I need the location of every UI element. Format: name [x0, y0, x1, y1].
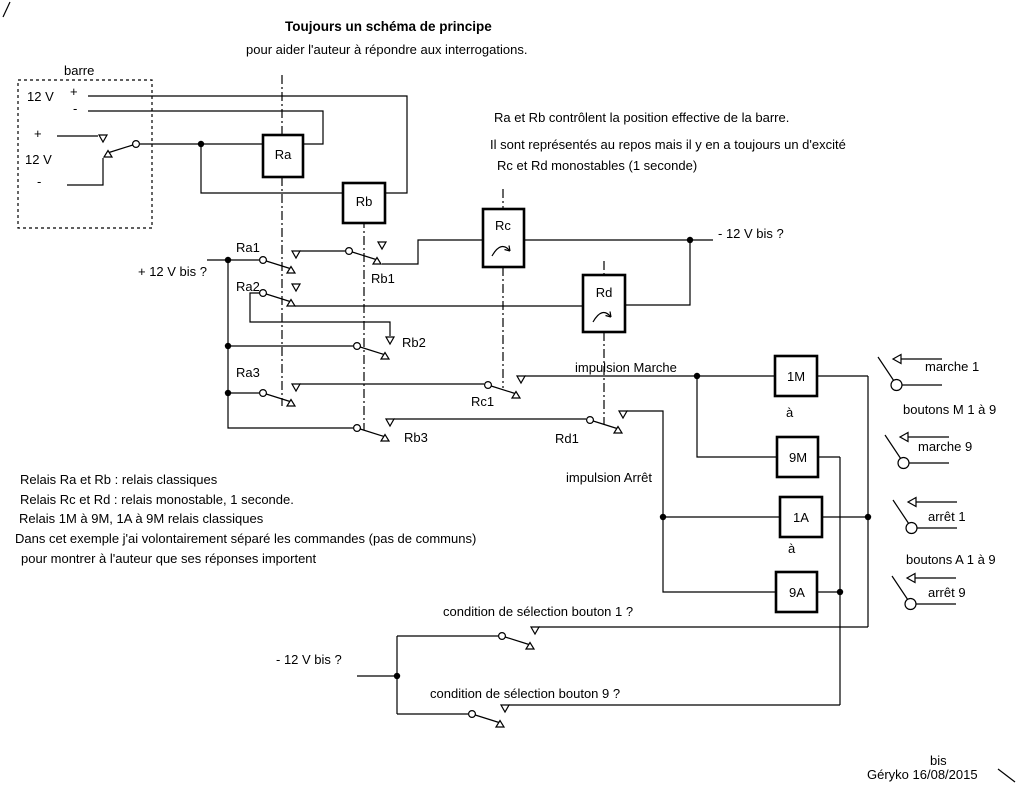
impulsion-marche-label: impulsion Marche [575, 360, 677, 375]
supply1-minus: - [73, 101, 78, 116]
note-left-5: pour montrer à l'auteur que ses réponses importent [21, 551, 317, 566]
footer-credit: Géryko 16/08/2015 [867, 767, 978, 782]
plus-12v-bis-label: + 12 V bis ? [138, 264, 208, 279]
junction-dot [394, 673, 400, 679]
junction-dot [198, 141, 204, 147]
junction-dots [198, 141, 871, 679]
relay-label-1a: 1A [793, 510, 809, 525]
wire-rb1-rc [382, 240, 483, 264]
junction-dot [865, 514, 871, 520]
contact-label-rc1: Rc1 [471, 394, 495, 409]
contact-rd1 [587, 411, 627, 433]
note-right-2: Il sont représentés au repos mais il y en a toujours un d'excité [490, 137, 846, 152]
note-left-4: Dans cet exemple j'ai volontairement séparé les commandes (pas de communs) [15, 531, 477, 546]
supply1-plus: + [70, 84, 78, 99]
button-label-marche-9: marche 9 [918, 439, 973, 454]
contact-condition-9 [469, 705, 509, 727]
minus-12v-bis-bottom-label: - 12 V bis ? [276, 652, 342, 667]
barre-label: barre [64, 63, 95, 78]
boutons-a-label: boutons A 1 à 9 [906, 552, 996, 567]
a-range-label: à [788, 541, 796, 556]
relay-label-ra: Ra [274, 147, 292, 162]
note-right-1: Ra et Rb contrôlent la position effective de la barre. [494, 110, 790, 125]
wire-arret-bus [627, 411, 776, 592]
contact-label-rb2: Rb2 [402, 335, 426, 350]
contact-ra3 [260, 384, 300, 406]
junction-dot [837, 589, 843, 595]
junction-dot [225, 390, 231, 396]
contact-label-ra2: Ra2 [236, 279, 260, 294]
relay-label-9m: 9M [788, 450, 808, 465]
page-subtitle: pour aider l'auteur à répondre aux interrogations. [246, 42, 528, 57]
contact-label-ra3: Ra3 [236, 365, 260, 380]
contact-label-ra1: Ra1 [236, 240, 260, 255]
page-title: Toujours un schéma de principe [285, 19, 492, 34]
corner-mark-bottomright [998, 769, 1015, 782]
relay-label-rb: Rb [355, 194, 373, 209]
contact-condition-1 [499, 627, 539, 649]
note-left-1: Relais Ra et Rb : relais classiques [20, 472, 218, 487]
footer-bis: bis [930, 753, 947, 768]
contact-ra1 [260, 251, 300, 273]
relay-box-rd [583, 275, 625, 332]
linkage-lines [282, 75, 604, 430]
contact-rb2 [354, 337, 394, 359]
minus-12v-bis-top-label: - 12 V bis ? [718, 226, 784, 241]
button-label-arret-1: arrêt 1 [928, 509, 966, 524]
impulsion-arret-label: impulsion Arrêt [566, 470, 652, 485]
condition-1-label: condition de sélection bouton 1 ? [443, 604, 634, 619]
wire-ra2-common-rb2 [250, 293, 390, 336]
contact-rb1 [346, 242, 386, 264]
contact-rb3 [354, 419, 394, 441]
contact-label-rb3: Rb3 [404, 430, 428, 445]
wire-barre-minus-stub [67, 158, 103, 185]
contact-ra2 [260, 284, 300, 306]
m-range-label: à [786, 405, 794, 420]
button-label-arret-9: arrêt 9 [928, 585, 966, 600]
supply2-voltage: 12 V [25, 152, 52, 167]
relay-label-rc: Rc [495, 218, 511, 233]
button-label-marche-1: marche 1 [925, 359, 980, 374]
note-right-3: Rc et Rd monostables (1 seconde) [497, 158, 698, 173]
wire-minusbis-rd [625, 240, 690, 305]
note-left-3: Relais 1M à 9M, 1A à 9M relais classiques [19, 511, 264, 526]
junction-dot [225, 257, 231, 263]
note-left-2: Relais Rc et Rd : relais monostable, 1 seconde. [20, 492, 294, 507]
junction-dot [225, 343, 231, 349]
junction-dot [694, 373, 700, 379]
relay-label-rd: Rd [595, 285, 613, 300]
contact-label-rd1: Rd1 [555, 431, 579, 446]
supply1-voltage: 12 V [27, 89, 54, 104]
push-buttons [878, 355, 957, 610]
relay-label-1m: 1M [786, 369, 806, 384]
supply2-minus: - [37, 174, 42, 189]
barre-switch [99, 135, 139, 157]
junction-dot [660, 514, 666, 520]
junction-dot [687, 237, 693, 243]
corner-mark-topleft [3, 2, 10, 17]
boutons-m-label: boutons M 1 à 9 [903, 402, 997, 417]
supply2-plus: + [34, 126, 42, 141]
wire-marche-9m [697, 376, 777, 457]
relay-label-9a: 9A [789, 585, 805, 600]
condition-9-label: condition de sélection bouton 9 ? [430, 686, 621, 701]
contact-label-rb1: Rb1 [371, 271, 395, 286]
